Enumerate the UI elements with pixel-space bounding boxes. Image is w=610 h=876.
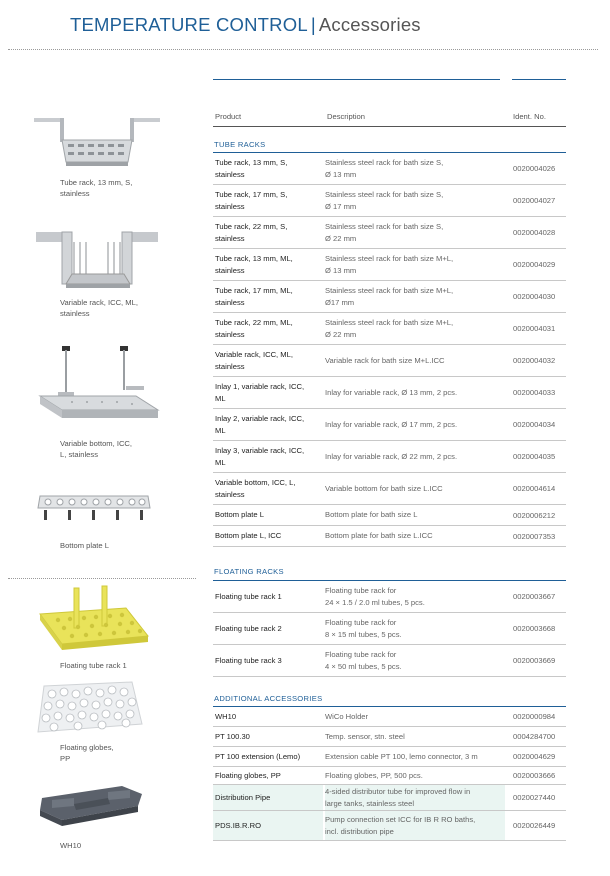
table-row (213, 581, 566, 613)
description-cell: WiCo Holder (325, 711, 369, 721)
header-description: Description (327, 112, 365, 121)
ident-cell: 0020003667 (513, 592, 556, 601)
description-cell: Stainless steel rack for bath size S, Ø 22 mm (325, 222, 444, 243)
section-title-tube-racks: TUBE RACKS (214, 140, 266, 149)
product-cell: Tube rack, 17 mm, ML, stainless (215, 286, 293, 307)
wh10-image (34, 780, 146, 830)
variable-bottom-image (32, 342, 162, 434)
product-cell: Inlay 2, variable rack, ICC, ML (215, 414, 305, 435)
caption-bottom-plate: Bottom plate L (60, 541, 109, 550)
product-cell: WH10 (215, 711, 237, 721)
description-cell: Variable rack for bath size M+L.ICC (325, 355, 445, 365)
description-cell: Stainless steel rack for bath size M+L, Ø 22 mm (325, 318, 454, 339)
floating-tube-rack-image (34, 584, 154, 656)
product-cell: Tube rack, 22 mm, ML, stainless (215, 318, 293, 339)
description-cell: Floating globes, PP, 500 pcs. (325, 770, 423, 780)
caption-tube-rack: Tube rack, 13 mm, S, stainless (60, 178, 133, 198)
ident-top-rule (512, 79, 566, 80)
product-cell: Inlay 3, variable rack, ICC, ML (215, 446, 305, 467)
caption-variable-bottom: Variable bottom, ICC, L, stainless (60, 439, 133, 459)
left-divider (8, 578, 196, 579)
description-cell: Variable bottom for bath size L.ICC (325, 483, 443, 493)
ident-cell: 0020004032 (513, 356, 556, 365)
table-row (213, 409, 566, 441)
ident-cell: 0020000984 (513, 712, 556, 721)
table-row (213, 153, 566, 185)
ident-cell: 0020003666 (513, 771, 556, 780)
product-cell: Tube rack, 13 mm, ML, stainless (215, 254, 293, 275)
table-row (213, 377, 566, 409)
ident-cell: 0020003668 (513, 624, 556, 633)
page-title (70, 14, 421, 36)
ident-cell: 0020004614 (513, 484, 556, 493)
product-cell: PT 100 extension (Lemo) (215, 751, 301, 761)
ident-cell: 0020004031 (513, 324, 556, 333)
table-row (213, 613, 566, 645)
description-cell: Inlay for variable rack, Ø 17 mm, 2 pcs. (325, 419, 458, 429)
product-cell: Tube rack, 13 mm, S, stainless (215, 158, 288, 179)
product-cell: Variable rack, ICC, ML, stainless (215, 350, 293, 371)
product-cell: PDS.IB.R.RO (215, 820, 261, 830)
table-row (213, 811, 566, 841)
product-cell: Variable bottom, ICC, L, stainless (215, 478, 296, 499)
product-cell: Distribution Pipe (215, 792, 271, 802)
description-cell: Inlay for variable rack, Ø 22 mm, 2 pcs. (325, 451, 458, 461)
ident-cell: 0020004029 (513, 260, 556, 269)
product-cell: PT 100.30 (215, 731, 250, 741)
table-top-rule (213, 79, 500, 80)
table-row (213, 505, 566, 526)
title-main: TEMPERATURE CONTROL (70, 14, 308, 35)
description-cell: Stainless steel rack for bath size S, Ø 17 mm (325, 190, 444, 211)
description-cell: Floating tube rack for 8 × 15 ml tubes, 5 pcs. (325, 618, 402, 639)
tube-rack-image (32, 112, 162, 174)
product-cell: Bottom plate L (215, 510, 264, 520)
ident-cell: 0020027440 (513, 793, 556, 802)
product-cell: Floating tube rack 1 (215, 591, 282, 601)
ident-cell: 0020026449 (513, 821, 556, 830)
description-cell: Stainless steel rack for bath size M+L, Ø17 mm (325, 286, 454, 307)
ident-cell: 0020006212 (513, 510, 556, 520)
ident-cell: 0020004026 (513, 164, 556, 173)
product-cell: Floating tube rack 2 (215, 623, 282, 633)
table-row (213, 526, 566, 547)
ident-cell: 0020004035 (513, 452, 556, 461)
description-cell: Floating tube rack for 4 × 50 ml tubes, 5 pcs. (325, 650, 402, 671)
description-cell: Extension cable PT 100, lemo connector, 3 m (325, 751, 478, 761)
table-row (213, 441, 566, 473)
caption-wh10: WH10 (60, 841, 82, 850)
title-sub: Accessories (318, 14, 421, 35)
table-row (213, 185, 566, 217)
ident-cell: 0020004033 (513, 388, 556, 397)
table-row (213, 707, 566, 727)
ident-cell: 0020004030 (513, 292, 556, 301)
ident-cell: 0020004027 (513, 196, 556, 205)
table-header (213, 104, 566, 127)
table-row (213, 281, 566, 313)
description-cell: Floating tube rack for 24 × 1.5 / 2.0 ml tubes, 5 pcs. (325, 586, 425, 607)
product-cell: Tube rack, 17 mm, S, stainless (215, 190, 288, 211)
product-cell: Floating globes, PP (215, 770, 281, 780)
caption-floating-globes: Floating globes, PP (60, 743, 114, 763)
description-cell: Inlay for variable rack, Ø 13 mm, 2 pcs. (325, 387, 458, 397)
table-row (213, 473, 566, 505)
description-cell: Bottom plate for bath size L (325, 510, 418, 520)
product-cell: Bottom plate L, ICC (215, 531, 282, 541)
product-cell: Inlay 1, variable rack, ICC, ML (215, 382, 305, 403)
table-row (213, 249, 566, 281)
description-cell: Stainless steel rack for bath size M+L, Ø 13 mm (325, 254, 454, 275)
header-product: Product (215, 112, 242, 121)
table-row (213, 767, 566, 785)
ident-cell: 0020007353 (513, 531, 556, 541)
ident-cell: 0004284700 (513, 732, 556, 741)
title-separator: | (310, 14, 316, 35)
table-row (213, 785, 566, 811)
table-row (213, 217, 566, 249)
caption-floating-tube-rack: Floating tube rack 1 (60, 661, 127, 670)
product-cell: Floating tube rack 3 (215, 655, 282, 665)
table-row (213, 747, 566, 767)
description-cell: Pump connection set ICC for IB R RO baths, incl. distribution pipe (325, 815, 476, 836)
header-ident: Ident. No. (513, 112, 546, 121)
section-title-additional: ADDITIONAL ACCESSORIES (214, 694, 323, 703)
bottom-plate-image (36, 492, 154, 528)
table-row (213, 313, 566, 345)
description-cell: Bottom plate for bath size L.ICC (325, 531, 433, 541)
description-cell: Stainless steel rack for bath size S, Ø 13 mm (325, 158, 444, 179)
ident-cell: 0020004034 (513, 420, 556, 429)
variable-rack-image (32, 228, 162, 294)
table-row (213, 645, 566, 677)
table-row (213, 727, 566, 747)
product-cell: Tube rack, 22 mm, S, stainless (215, 222, 288, 243)
ident-cell: 0020004629 (513, 752, 556, 761)
ident-cell: 0020003669 (513, 656, 556, 665)
top-divider (8, 49, 598, 50)
caption-variable-rack: Variable rack, ICC, ML, stainless (60, 298, 138, 318)
description-cell: 4-sided distributor tube for improved flow in large tanks, stainless steel (325, 787, 471, 808)
ident-cell: 0020004028 (513, 228, 556, 237)
section-title-floating-racks: FLOATING RACKS (214, 567, 284, 576)
table-row (213, 345, 566, 377)
floating-globes-image (34, 680, 146, 736)
description-cell: Temp. sensor, stn. steel (325, 731, 405, 741)
